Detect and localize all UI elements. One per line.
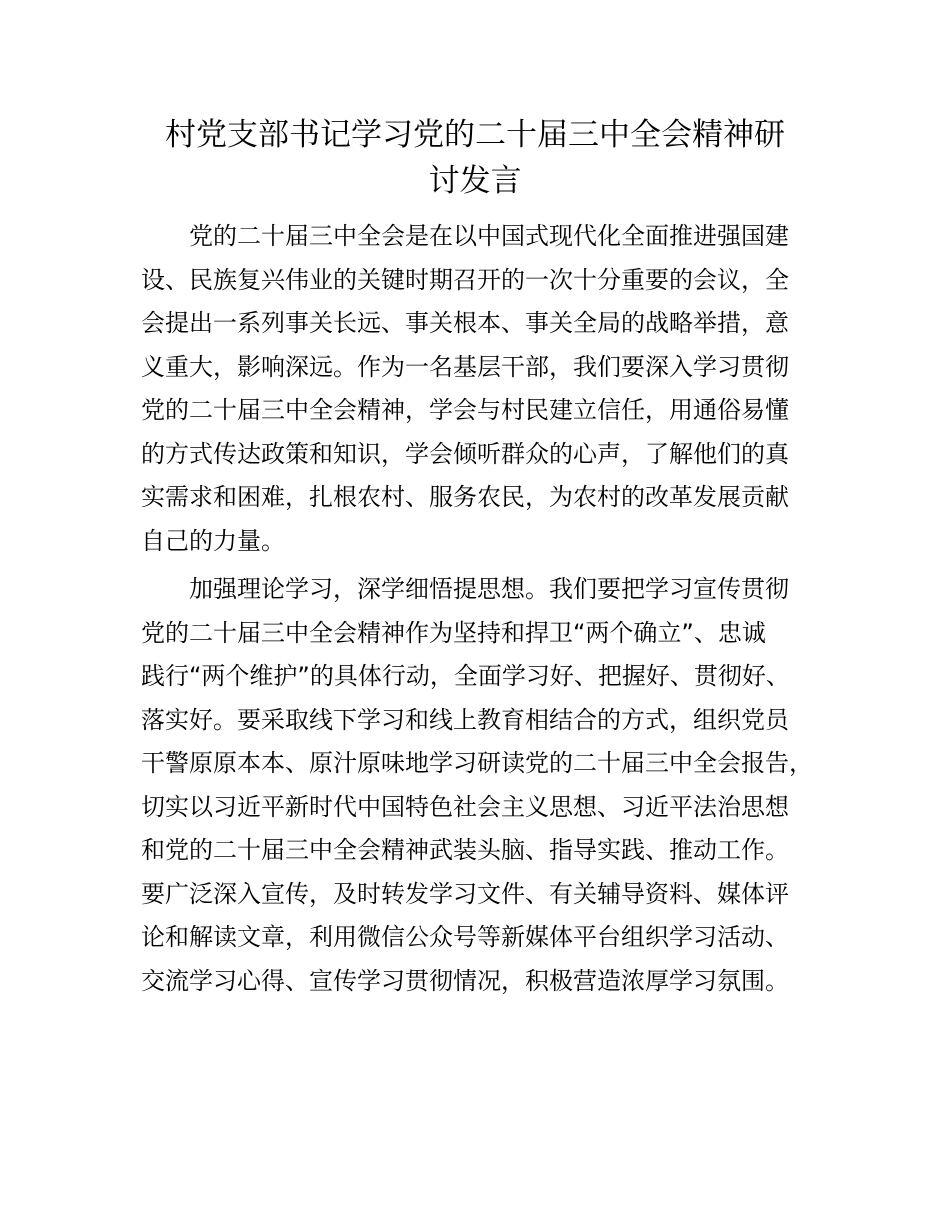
paragraph-line: 的方式传达政策和知识，学会倾听群众的心声，了解他们的真 bbox=[141, 439, 789, 468]
paragraph-line: 干警原原本本、原汁原味地学习研读党的二十届三中全会报告， bbox=[141, 749, 813, 777]
title-line-1: 村党支部书记学习党的二十届三中全会精神研 bbox=[165, 117, 785, 153]
paragraph-line: 落实好。要采取线下学习和线上教育相结合的方式，组织党员 bbox=[141, 705, 789, 734]
paragraph-line: 党的二十届三中全会是在以中国式现代化全面推进强国建 bbox=[189, 222, 789, 250]
paragraph-line: 自己的力量。 bbox=[141, 526, 285, 555]
paragraph-line: 加强理论学习，深学细悟提思想。我们要把学习宣传贯彻 bbox=[189, 575, 789, 603]
paragraph-line: 切实以习近平新时代中国特色社会主义思想、习近平法治思想 bbox=[141, 792, 789, 821]
paragraph-line: 和党的二十届三中全会精神武装头脑、指导实践、推动工作。 bbox=[141, 836, 789, 864]
paragraph-line: 实需求和困难，扎根农村、服务农民，为农村的改革发展贡献 bbox=[141, 483, 789, 511]
document-title bbox=[140, 112, 810, 204]
paragraph-line: 交流学习心得、宣传学习贯彻情况，积极营造浓厚学习氛围。 bbox=[141, 966, 789, 995]
paragraph-1 bbox=[141, 215, 841, 563]
paragraph-line: 会提出一系列事关长远、事关根本、事关全局的战略举措，意 bbox=[141, 309, 789, 337]
title-line-2: 讨发言 bbox=[428, 163, 522, 199]
paragraph-line: 论和解读文章，利用微信公众号等新媒体平台组织学习活动、 bbox=[141, 923, 789, 951]
paragraph-line: 义重大，影响深远。作为一名基层干部，我们要深入学习贯彻 bbox=[141, 352, 789, 381]
paragraph-2 bbox=[141, 568, 841, 1003]
paragraph-line: 设、民族复兴伟业的关键时期召开的一次十分重要的会议，全 bbox=[141, 265, 789, 294]
paragraph-line: 践行“两个维护”的具体行动，全面学习好、把握好、贯彻好、 bbox=[141, 662, 790, 690]
paragraph-line: 要广泛深入宣传，及时转发学习文件、有关辅导资料、媒体评 bbox=[141, 879, 789, 908]
paragraph-line: 党的二十届三中全会精神，学会与村民建立信任，用通俗易懂 bbox=[141, 396, 789, 424]
paragraph-line: 党的二十届三中全会精神作为坚持和捍卫“两个确立”、忠诚 bbox=[141, 618, 766, 647]
